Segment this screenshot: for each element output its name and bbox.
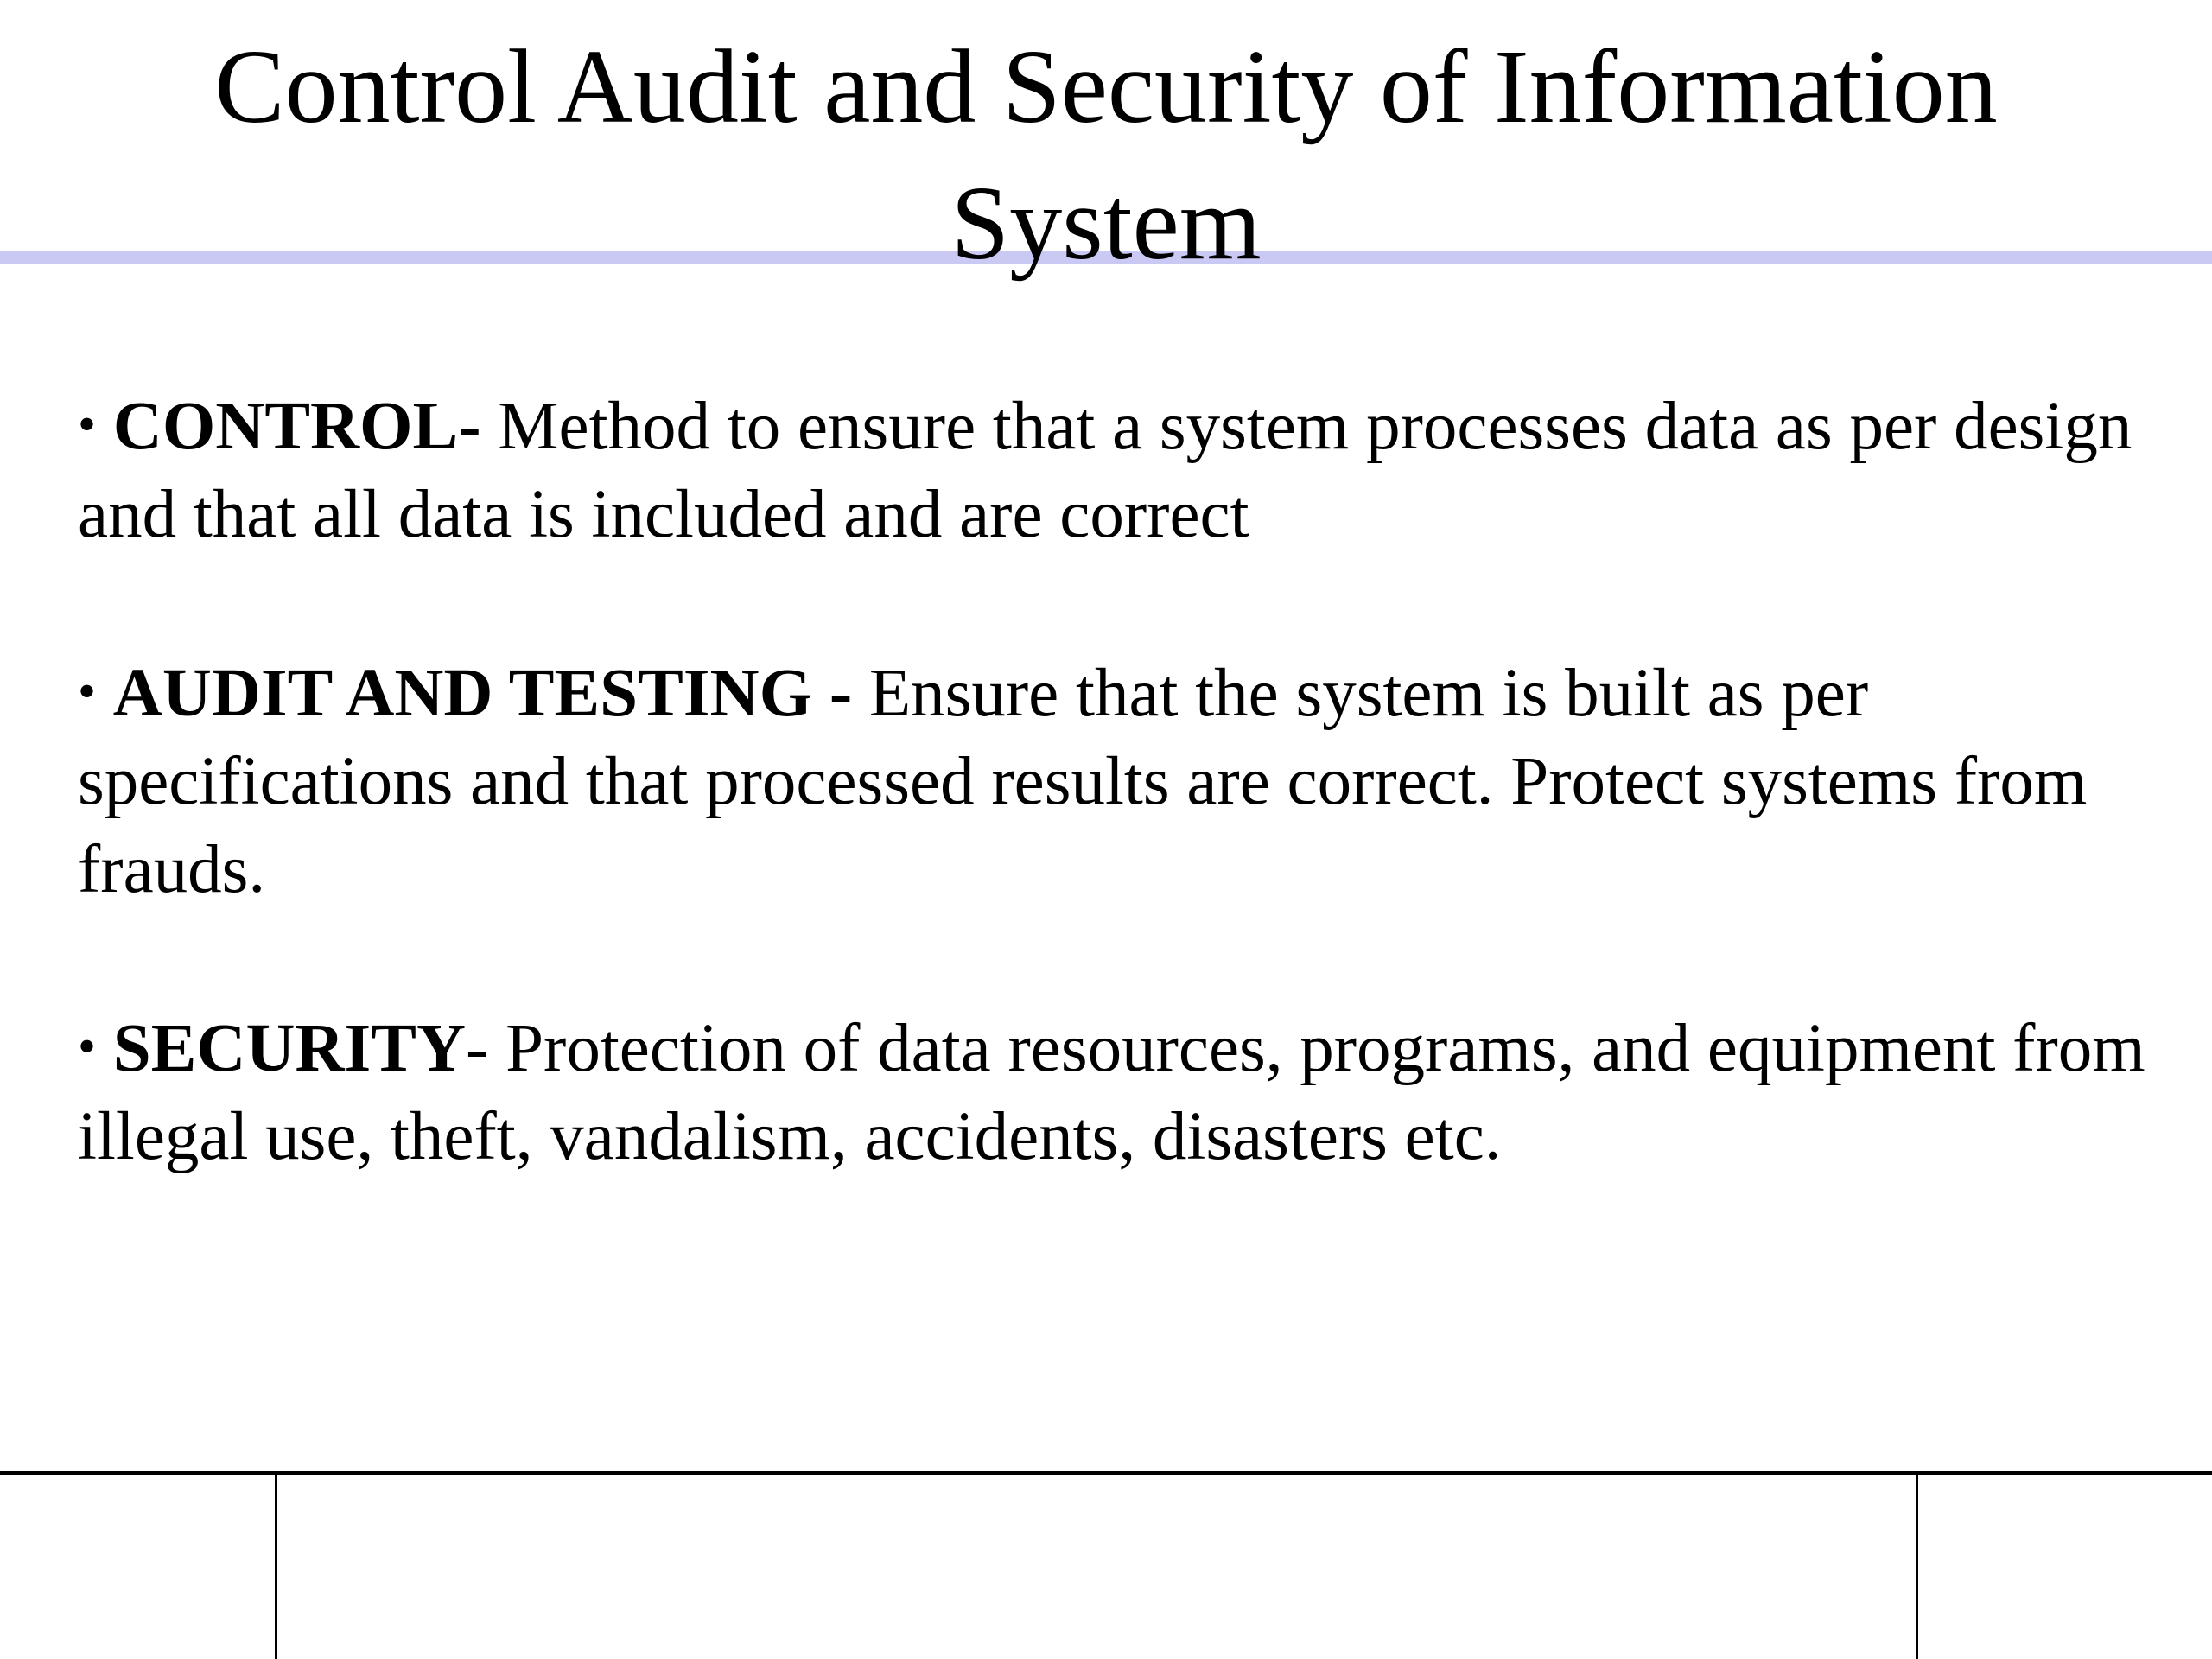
slide-body bbox=[78, 380, 2186, 1269]
bullet-text: - Method to ensure that a system processes data as per design and that all data is included and are correct bbox=[78, 389, 2133, 552]
slide-title-line-1: Control Audit and Security of Information bbox=[214, 29, 1998, 145]
bullet-text: - Protection of data resources, programs, and equipment from illegal use, theft, vandalism, accidents, disasters etc. bbox=[78, 1011, 2145, 1174]
bullet-marker: • bbox=[78, 396, 97, 453]
slide-title-line-2: System bbox=[950, 165, 1262, 282]
bullet-term: SECURITY bbox=[112, 1011, 467, 1086]
bullet-term: CONTROL bbox=[112, 389, 459, 464]
bullet-security bbox=[78, 1002, 2186, 1181]
bullet-marker: • bbox=[78, 663, 97, 720]
bullet-text: - Ensure that the system is built as per specifications and that processed results are correct. Protect systems from frauds. bbox=[78, 656, 2088, 907]
bullet-control bbox=[78, 380, 2186, 559]
footer-rule bbox=[0, 1471, 2212, 1475]
footer-divider-left bbox=[275, 1475, 277, 1659]
bullet-audit-and-testing bbox=[78, 647, 2186, 914]
bullet-term: AUDIT AND TESTING bbox=[112, 656, 813, 731]
footer-divider-right bbox=[1916, 1475, 1918, 1659]
slide-title bbox=[0, 19, 2212, 292]
bullet-marker: • bbox=[78, 1018, 97, 1075]
